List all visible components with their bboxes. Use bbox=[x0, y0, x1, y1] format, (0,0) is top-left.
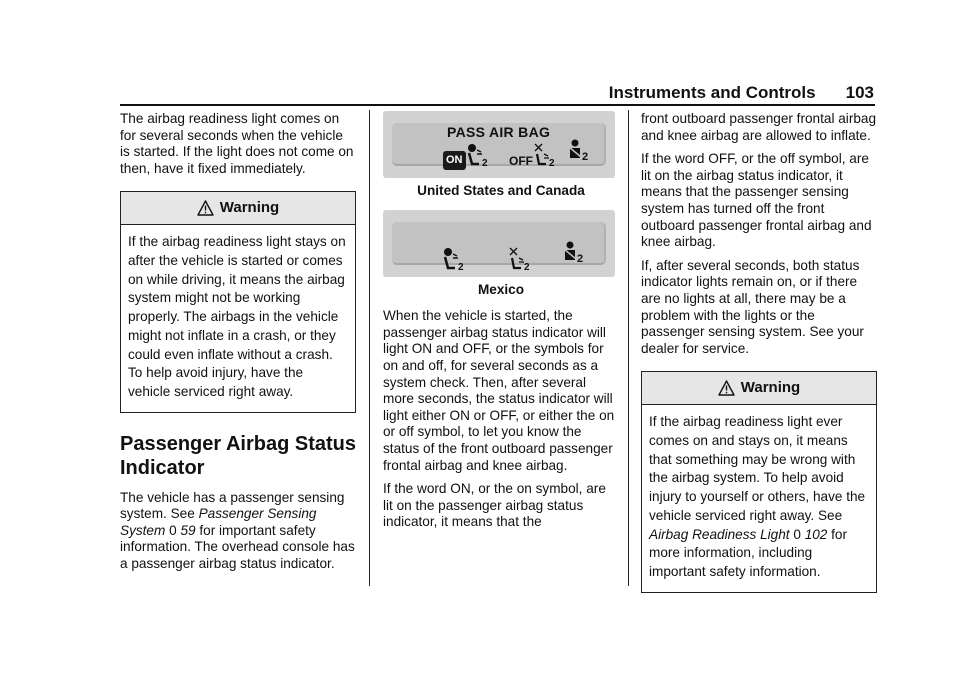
warning-text: If the airbag readiness light ever comes on and stays on, it means that something may be wrong with the airbag system. To help avoid injury to yourself or others, have the vehicle serviced right away. See bbox=[649, 414, 866, 523]
airbag-on-symbol-icon bbox=[443, 246, 465, 272]
paragraph-text: The vehicle has a passenger sensing system. See bbox=[120, 489, 345, 522]
link-airbag-readiness-light[interactable]: Airbag Readiness Light bbox=[649, 526, 790, 542]
warning-title: Warning bbox=[740, 379, 801, 397]
column-divider-2 bbox=[628, 110, 629, 586]
panel-title: PASS AIR BAG bbox=[447, 124, 551, 140]
paragraph: When the vehicle is started, the passenger airbag status indicator will light ON and OFF, or the symbols for on and off, for several seconds as a system check. Then, after several more seconds, the status indicator will light either ON or OFF, or either the on or off symbol, to let you know the status of the front outboard passenger frontal airbag and knee airbag. bbox=[383, 308, 615, 473]
column-3 bbox=[641, 111, 877, 593]
figure-caption-us-canada: United States and Canada bbox=[417, 183, 585, 198]
paragraph: If, after several seconds, both status indicator lights remain on, or if there are no lights at all, there may be a problem with the lights or the passenger sensing system. See your dealer for service. bbox=[641, 257, 864, 356]
svg-text:2: 2 bbox=[482, 158, 488, 168]
off-label: OFF bbox=[509, 154, 533, 168]
figure-mexico bbox=[383, 210, 615, 277]
page-ref-arrow-icon: 0 bbox=[165, 522, 181, 538]
column-2 bbox=[383, 111, 619, 538]
intro-paragraph: The airbag readiness light comes on for several seconds when the vehicle is started. If the light does not come on then, have it fixed immediately. bbox=[120, 111, 354, 176]
warning-body bbox=[642, 405, 876, 591]
page-ref-number[interactable]: 102 bbox=[804, 526, 828, 542]
warning-title: Warning bbox=[219, 199, 280, 217]
svg-text:2: 2 bbox=[524, 261, 530, 272]
seatbelt-reminder-icon bbox=[561, 240, 587, 266]
warning-header bbox=[121, 192, 355, 225]
paragraph: If the word ON, or the on symbol, are lit on the passenger airbag status indicator, it means that the bbox=[383, 481, 606, 530]
warning-text: for more information, including important safety information. bbox=[649, 526, 848, 579]
paragraph: front outboard passenger frontal airbag and knee airbag are allowed to inflate. bbox=[641, 111, 877, 143]
figure-us-canada bbox=[383, 111, 615, 178]
header-page-number: 103 bbox=[845, 83, 874, 102]
svg-text:2: 2 bbox=[458, 261, 464, 272]
header-section-title: Instruments and Controls bbox=[608, 83, 816, 102]
section-paragraph bbox=[120, 490, 356, 573]
warning-triangle-icon bbox=[197, 200, 214, 216]
airbag-off-symbol-icon bbox=[509, 246, 531, 272]
warning-header bbox=[642, 372, 876, 405]
paragraph: If the word OFF, or the off symbol, are lit on the airbag status indicator, it means that the passenger sensing system has turned off the front outboard passenger frontal airbag and knee airbag. bbox=[641, 151, 872, 250]
page-ref-number[interactable]: 59 bbox=[180, 522, 196, 538]
on-label: ON bbox=[443, 151, 466, 170]
link-passenger-sensing-system[interactable]: Passenger Sensing System bbox=[120, 506, 317, 538]
airbag-on-symbol-icon bbox=[467, 142, 489, 168]
section-title: Passenger Airbag Status Indicator bbox=[120, 432, 357, 479]
column-1 bbox=[120, 111, 356, 580]
page-ref-arrow-icon: 0 bbox=[789, 526, 805, 542]
warning-triangle-icon bbox=[718, 380, 735, 396]
svg-text:2: 2 bbox=[582, 151, 589, 163]
airbag-off-symbol-icon bbox=[534, 142, 556, 168]
svg-text:2: 2 bbox=[549, 158, 555, 168]
paragraph-text: for important safety information. The overhead console has a passenger airbag status indicator. bbox=[120, 522, 355, 572]
svg-text:2: 2 bbox=[577, 252, 584, 265]
column-divider-1 bbox=[369, 110, 370, 586]
seatbelt-reminder-icon bbox=[566, 138, 592, 164]
warning-body: If the airbag readiness light stays on after the vehicle is started or comes on while driving, it means the airbag system might not be working properly. The airbags in the vehicle might not inflate in a crash, or they could even inflate without a crash. To help avoid injury, have the vehicle serviced right away. bbox=[128, 234, 346, 399]
figure-caption-mexico: Mexico bbox=[477, 281, 525, 297]
warning-box-1 bbox=[120, 191, 356, 412]
page-header bbox=[609, 83, 874, 103]
header-rule bbox=[120, 104, 875, 106]
warning-box-2 bbox=[641, 371, 877, 592]
